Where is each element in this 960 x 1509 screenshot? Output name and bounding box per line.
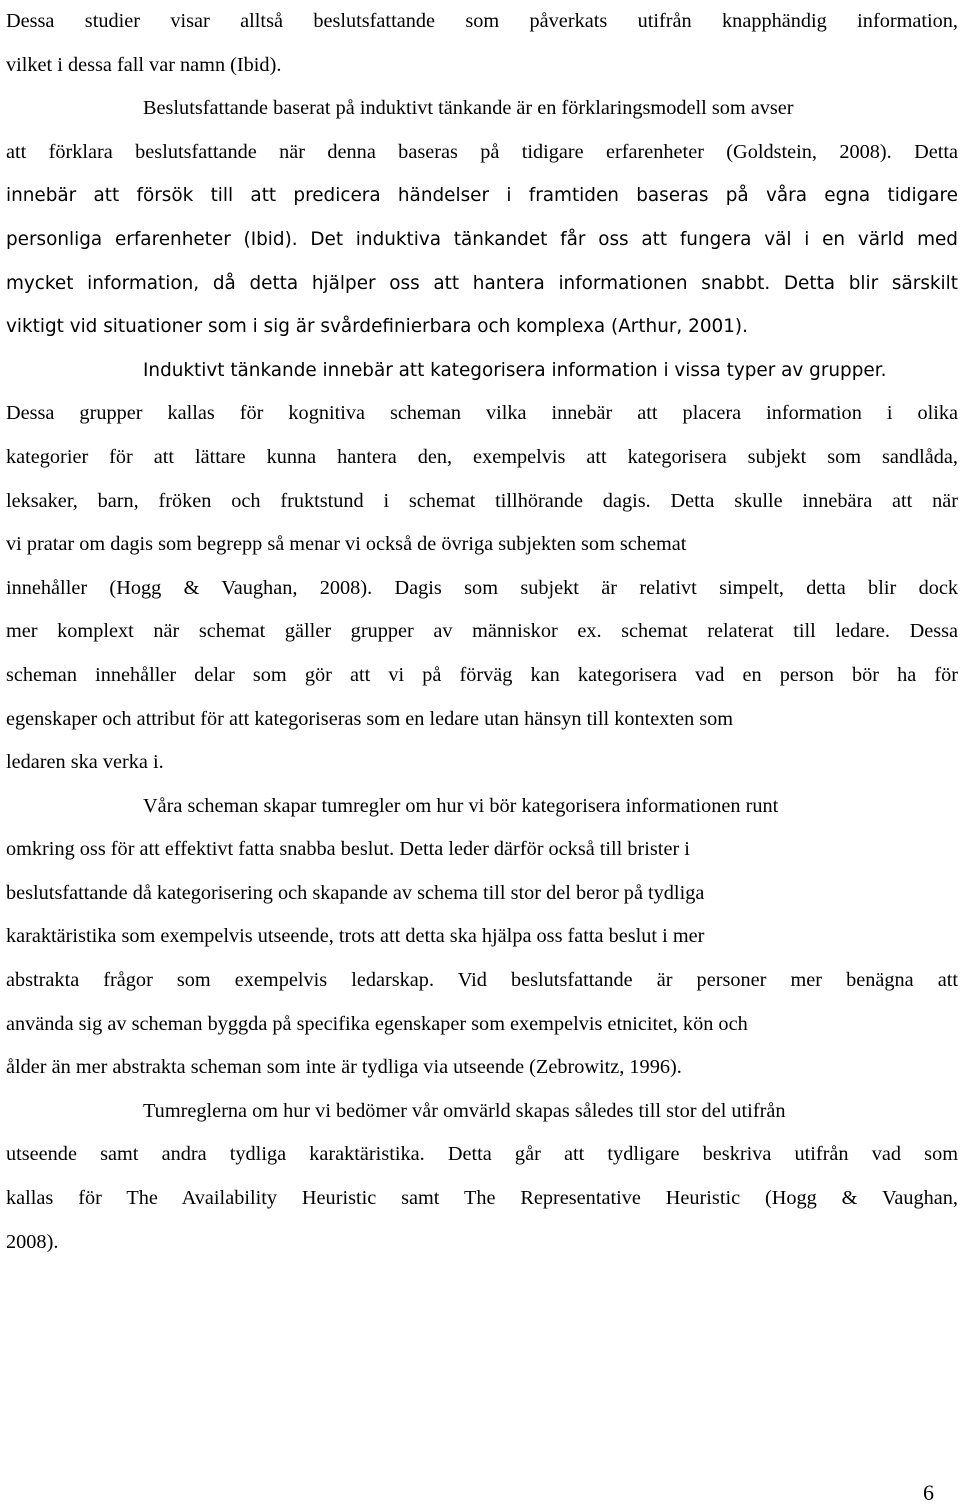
text-line: scheman innehåller delar som gör att vi på förväg kan kategorisera vad en person bör ha för xyxy=(6,663,958,686)
text-line: omkring oss för att effektivt fatta snabba beslut. Detta leder därför också till brister i xyxy=(6,838,690,861)
text-line: kategorier för att lättare kunna hantera den, exempelvis att kategorisera subjekt som sandlåda, xyxy=(6,445,958,468)
text-line: egenskaper och attribut för att kategoriseras som en ledare utan hänsyn till kontexten som xyxy=(6,707,734,730)
text-line: mycket information, då detta hjälper oss att hantera informationen snabbt. Detta blir särskilt xyxy=(6,272,958,294)
text-line: mer komplext när schemat gäller grupper av människor ex. schemat relaterat till ledare. Dessa xyxy=(6,620,958,643)
text-line: viktigt vid situationer som i sig är svårdefinierbara och komplexa (Arthur, 2001). xyxy=(6,316,748,338)
text-line: personliga erfarenheter (Ibid). Det induktiva tänkandet får oss att fungera väl i en värld med xyxy=(6,228,958,250)
text-line: 2008). xyxy=(6,1230,59,1253)
text-line: leksaker, barn, fröken och fruktstund i schemat tillhörande dagis. Detta skulle innebära att när xyxy=(6,489,958,512)
text-line: använda sig av scheman byggda på specifika egenskaper som exempelvis etnicitet, kön och xyxy=(6,1012,748,1035)
text-line: beslutsfattande då kategorisering och skapande av schema till stor del beror på tydliga xyxy=(6,881,705,904)
text-line: ålder än mer abstrakta scheman som inte är tydliga via utseende (Zebrowitz, 1996). xyxy=(6,1056,682,1079)
text-line-paragraph-start: Våra scheman skapar tumregler om hur vi bör kategorisera informationen runt xyxy=(143,794,779,817)
text-line: utseende samt andra tydliga karaktäristika. Detta går att tydligare beskriva utifrån vad som xyxy=(6,1143,958,1166)
text-line: vi pratar om dagis som begrepp så menar vi också de övriga subjekten som schemat xyxy=(6,533,687,556)
text-line: ledaren ska verka i. xyxy=(6,751,164,774)
text-line: att förklara beslutsfattande när denna baseras på tidigare erfarenheter (Goldstein, 2008). Detta xyxy=(6,140,958,163)
text-line: vilket i dessa fall var namn (Ibid). xyxy=(6,53,282,76)
text-line: abstrakta frågor som exempelvis ledarskap. Vid beslutsfattande är personer mer benägna att xyxy=(6,969,958,992)
text-line: innehåller (Hogg & Vaughan, 2008). Dagis som subjekt är relativt simpelt, detta blir dock xyxy=(6,576,958,599)
text-line: innebär att försök till att predicera händelser i framtiden baseras på våra egna tidigare xyxy=(6,185,958,207)
page-number: 6 xyxy=(923,1480,934,1505)
text-line-paragraph-start: Beslutsfattande baserat på induktivt tänkande är en förklaringsmodell som avser xyxy=(143,97,794,120)
text-line-paragraph-start: Induktivt tänkande innebär att kategorisera information i vissa typer av grupper. xyxy=(143,359,887,381)
text-line: kallas för The Availability Heuristic samt The Representative Heuristic (Hogg & Vaughan, xyxy=(6,1187,958,1210)
text-line: karaktäristika som exempelvis utseende, trots att detta ska hjälpa oss fatta beslut i mer xyxy=(6,925,705,948)
text-line: Dessa grupper kallas för kognitiva scheman vilka innebär att placera information i olika xyxy=(6,402,958,425)
text-line: Dessa studier visar alltså beslutsfattande som påverkats utifrån knapphändig information, xyxy=(6,10,958,32)
text-line-paragraph-start: Tumreglerna om hur vi bedömer vår omvärld skapas således till stor del utifrån xyxy=(143,1099,786,1122)
document-page xyxy=(6,0,958,1264)
